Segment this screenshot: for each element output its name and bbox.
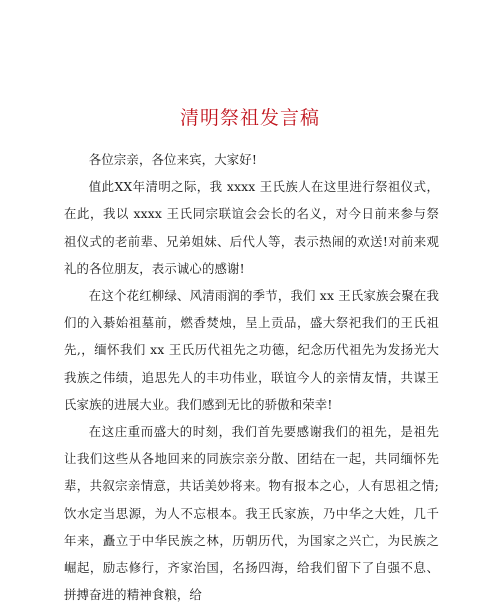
body-paragraph-2: 在这个花红柳绿、风清雨润的季节，我们 xx 王氏家族会聚在我们的入綦始祖墓前，燃香焚烛，呈上贡品，盛大祭祀我们的王氏祖先,，缅怀我们 xx 王氏历代祖先之功德，纪念历代祖先为发扬光大我族之伟绩，追思先人的丰功伟业，联谊今人的亲情友情，共谋王氏家族的进展大业。我们感到无比的骄傲和荣幸! <box>64 288 439 412</box>
document-body <box>64 146 439 608</box>
document-title: 清明祭祖发言稿 <box>179 107 320 129</box>
body-paragraph-3: 在这庄重而盛大的时刻，我们首先要感谢我们的祖先，是祖先让我们这些从各地回来的同族宗亲分散、团结在一起，共同缅怀先辈，共叙宗亲情意，共话美妙将来。物有报本之心，人有思祖之情;饮水定当思源，为人不忘根本。我王氏家族，乃中华之大姓，几千年来，矗立于中华民族之林，历朝历代，为国家之兴亡，为民族之崛起，励志修行，齐家治国，名扬四海，给我们留下了自强不息、拼搏奋进的精神食粮，给 <box>64 424 439 603</box>
greeting-paragraph: 各位宗亲，各位来宾，大家好! <box>88 152 257 167</box>
body-paragraph-1: 值此XX年清明之际，我 xxxx 王氏族人在这里进行祭祖仪式，在此，我以 xxxx 王氏同宗联谊会会长的名义，对今日前来参与祭祖仪式的老前辈、兄弟姐妹、后代人等，表示热闹的欢送!对前来观礼的各位朋友，表示诚心的感谢! <box>64 179 439 276</box>
